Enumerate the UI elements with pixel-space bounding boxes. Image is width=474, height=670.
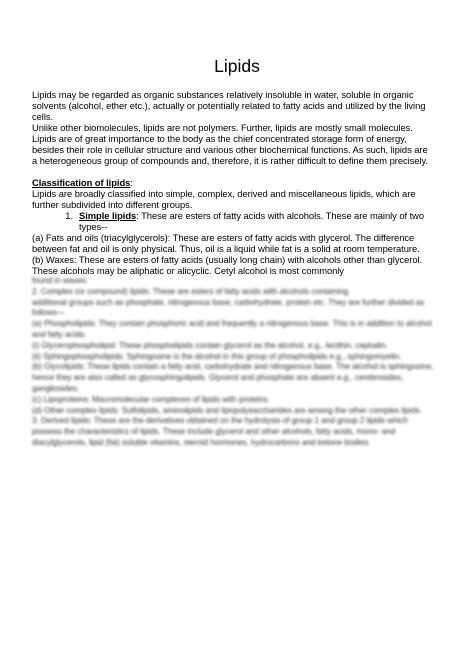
list-item-simple-lipids	[32, 210, 434, 232]
blurred-line: (c) Lipoproteins: Macromolecular complexes of lipids with proteins.	[32, 394, 270, 404]
simple-lipids-definition: : These are esters of fatty acids with alcohols. These are mainly of two types--	[79, 210, 425, 232]
intro-paragraph-1: Lipids may be regarded as organic substances relatively insoluble in water, soluble in organic solvents (alcohol, ether etc.), actually or potentially related to fatty acids and utilized by the living cells.	[32, 89, 426, 122]
blurred-line: found in waxes.	[32, 276, 89, 285]
list-item-number: 1.	[65, 210, 73, 221]
blurred-line: (a) Phospholipids: They contain phosphoric acid and frequently a nitrogenous base. This is in addition to alcohol and fatty acids.	[32, 319, 432, 339]
blurred-line: 3. Derived lipids: These are the derivatives obtained on the hydrolysis of group 1 and group 2 lipids which possess the characteristics of lipids. These include glycerol and other alcohols, fatty acids, mono- and diacylglycerols, lipid (fat) soluble vitamins, steroid hormones, hydrocarbons and ketone bodies.	[32, 416, 408, 447]
blurred-line: 2. Complex (or compound) lipids: These are esters of fatty acids with alcohols containing	[32, 286, 349, 296]
blurred-line: (ii) Sphingophospholipids: Sphingosine is the alcohol in this group of phospholipids e.g., sphingomyelin.	[32, 351, 402, 361]
waxes-paragraph: (b) Waxes: These are esters of fatty acids (usually long chain) with alcohols other than glycerol. These alcohols may be aliphatic or alicyclic. Cetyl alcohol is most commonly	[32, 254, 423, 276]
classification-heading-text: Classification of lipids	[32, 177, 131, 188]
paragraph-gap	[32, 166, 434, 177]
classification-heading-colon: :	[130, 177, 133, 188]
simple-lipids-term: Simple lipids	[79, 210, 137, 221]
list-item-text	[79, 210, 434, 232]
blurred-line: additional groups such as phosphate, nitrogenous base, carbohydrate, protein etc. They are further divided as follows—	[32, 297, 425, 318]
classification-heading	[32, 177, 434, 188]
intro-paragraph-2: Unlike other biomolecules, lipids are not polymers. Further, lipids are mostly small molecules. Lipids are of great importance to the body as the chief concentrated storage form of energy, besides their role in cellular structure and various other biochemical functions. As such, lipids are a heterogeneous group of compounds and, therefore, it is rather difficult to define them precisely.	[32, 122, 428, 166]
page-title: Lipids	[214, 56, 260, 76]
blurred-line: (d) Other complex lipids: Sulfolipids, aminolipids and lipopolysaccharides are among the other complex lipids.	[32, 405, 422, 415]
document-body	[32, 89, 434, 449]
blurred-line: (b) Glycolipids: These lipids contain a fatty acid, carbohydrate and nitrogenous base. The alcohol is sphingosine, hence they are also called as glycosphingolipids. Glycerol and phosphate are absent e.g., cerebrosides, gangliosides.	[32, 362, 434, 393]
blurred-line: (i) Glycerophospholipid: These phospholipids contain glycerol as the alcohol, e.g., lecithin, cephalin.	[32, 340, 388, 350]
classification-text: Lipids are broadly classified into simple, complex, derived and miscellaneous lipids, which are further subdivided into different groups.	[32, 188, 416, 210]
blurred-text-region	[32, 276, 434, 449]
fats-and-oils-paragraph: (a) Fats and oils (triacylglycerols): These are esters of fatty acids with glycerol. The difference between fat and oil is only physical. Thus, oil is a liquid while fat is a solid at room temperature.	[32, 232, 420, 254]
